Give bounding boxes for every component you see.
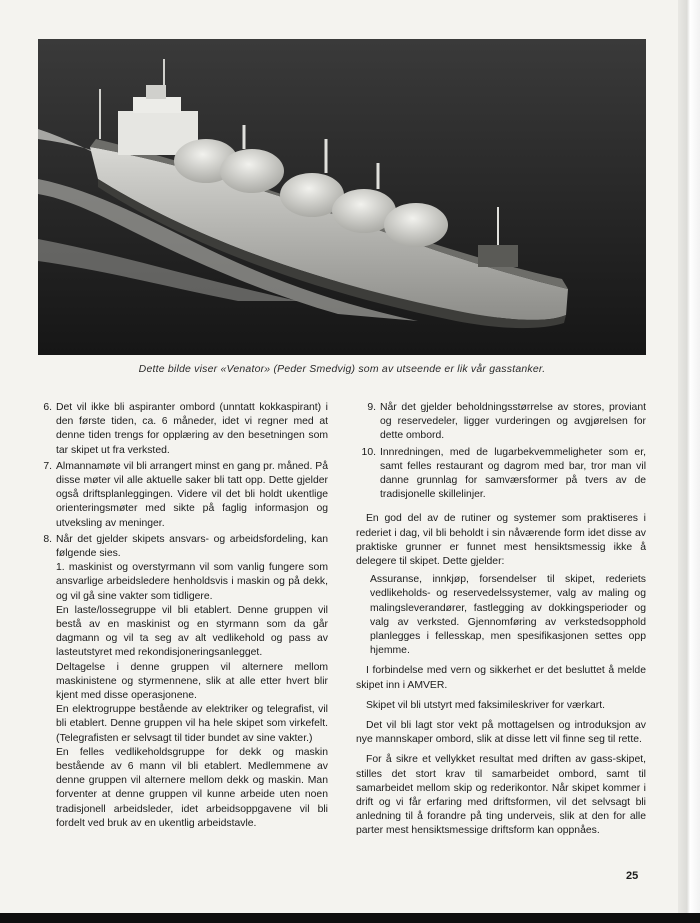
left-column (38, 401, 328, 833)
item-number: 8. (43, 533, 52, 545)
item-paragraph: En laste/lossegruppe vil bli etablert. Denne gruppen vil bestå av en maskinist og en styrmann som da går dagmann og vil ta seg av alt vedlikehold og pass av lasteutstyret med rekondisjoneringsanlegget. (56, 604, 328, 659)
indented-paragraph: Assuranse, innkjøp, forsendelser til skipet, rederiets vedlikeholds- og reservedelssystemer, valg av maling og malingsleverandører, fastlegging av dokkingsperioder og valg av verksted. Gjennomføring av verkstedsopphold planlegges i fellesskap, men spesifikasjonen settes opp hjemme. (370, 574, 646, 657)
item-number: 6. (43, 402, 52, 413)
item-body (56, 533, 328, 831)
item-paragraph: Almannamøte vil bli arrangert minst en gang pr. måned. På disse møter vil alle aktuelle saker bli tatt opp. Dette gjelder også driftsplanleggingen. Videre vil det bli holdt ukentlige orienteringsmøter med sikte på faglig informasjon og utveksling av meninger. (56, 460, 328, 529)
item-paragraph: Det vil ikke bli aspiranter ombord (unntatt kokkaspirant) i den første tiden, ca. 6 måneder, idet vi regner med at denne tiden trengs for opplæring av den besetningen som tar skipet ut fra verksted. (56, 402, 328, 456)
item-body: Innredningen, med de lugarbekvemmeligheter som er, samt felles restaurant og dagrom med bar, tror man vil danne grunnlag for samværsformer på tvers av de tradisjonelle skillelinjer. (380, 446, 646, 501)
list-item (356, 446, 646, 503)
item-number: 7. (43, 460, 52, 472)
paragraph: Skipet vil bli utstyrt med faksimileskriver for værkart. (366, 699, 606, 711)
item-body (56, 460, 328, 531)
paragraph: Det vil bli lagt stor vekt på mottagelsen og introduksjon av nye mannskaper ombord, slik at disse lett vil finne seg til rette. (356, 720, 646, 746)
list-item (38, 533, 328, 831)
paragraph: En god del av de rutiner og systemer som praktiseres i rederiet i dag, vil bli beholdt i sin nåværende form idet disse av praktiske grunner er funnet mest hensiktsmessig ikke å delegere til skipet. Dette gjelder: (356, 513, 646, 568)
item-body: Når det gjelder beholdningsstørrelse av stores, proviant og reservedeler, ligger vurderingen og avgjørelsen for dette ombord. (380, 402, 646, 442)
item-paragraph: Deltagelse i denne gruppen vil alternere mellom maskinistene og styrmennene, slik at alle etter hvert blir kjent med disse operasjonene. (56, 661, 328, 702)
item-paragraph: 1. maskinist og overstyrmann vil som vanlig fungere som ansvarlige arbeidsledere henholdsvis i maskin og på dekk, og vil gå sine vakter som tidligere. (56, 562, 328, 602)
item-paragraph: Når det gjelder skipets ansvars- og arbeidsfordeling, kan følgende sies. (56, 533, 328, 560)
item-number: 10. (361, 446, 376, 458)
list-item (356, 401, 646, 444)
item-body (56, 401, 328, 458)
item-paragraph: En elektrogruppe bestående av elektriker og telegrafist, vil bli etablert. Denne gruppen vil ha hele skipet som virkefelt. (Telegrafisten er selvsagt til tider bundet av sine vakter.) (56, 704, 328, 744)
item-number: 9. (367, 402, 376, 413)
list-item (38, 401, 328, 458)
page-edge (678, 0, 700, 923)
paragraph: I forbindelse med vern og sikkerhet er det besluttet å melde skipet inn i AMVER. (356, 665, 646, 691)
ship-icon (38, 39, 646, 355)
item-paragraph: En felles vedlikeholdsgruppe for dekk og maskin bestående av 6 mann vil bli etablert. Medlemmene av denne gruppen vil alternere mellom dekk og maskin. Man forventer at denne gruppen vil kunne arbeide uten noen tradisjonell arbeidsleder, idet arbeidsoppgavene vil bli fordelt ved bruk av en ukentlig arbeidstavle. (56, 746, 328, 829)
ship-photo (38, 39, 646, 355)
paragraph: For å sikre et vellykket resultat med driften av gass-skipet, stilles det stort krav til samarbeidet ombord, samt til samarbeidet mellom skip og rederikontor. Når skipet kommer i drift og vi får erfaring med driftsformen, vil det selvsagt bli anledning til å forandre på ting underveis, slik at den for alle parter mest hensiktsmessige driftsform kan oppnåes. (356, 754, 646, 837)
right-column (356, 401, 646, 839)
page-bottom-border (0, 913, 700, 923)
list-item (38, 460, 328, 531)
photo-caption: Dette bilde viser «Venator» (Peder Smedvig) som av utseende er lik vår gasstanker. (138, 363, 546, 375)
page-number: 25 (626, 870, 639, 882)
